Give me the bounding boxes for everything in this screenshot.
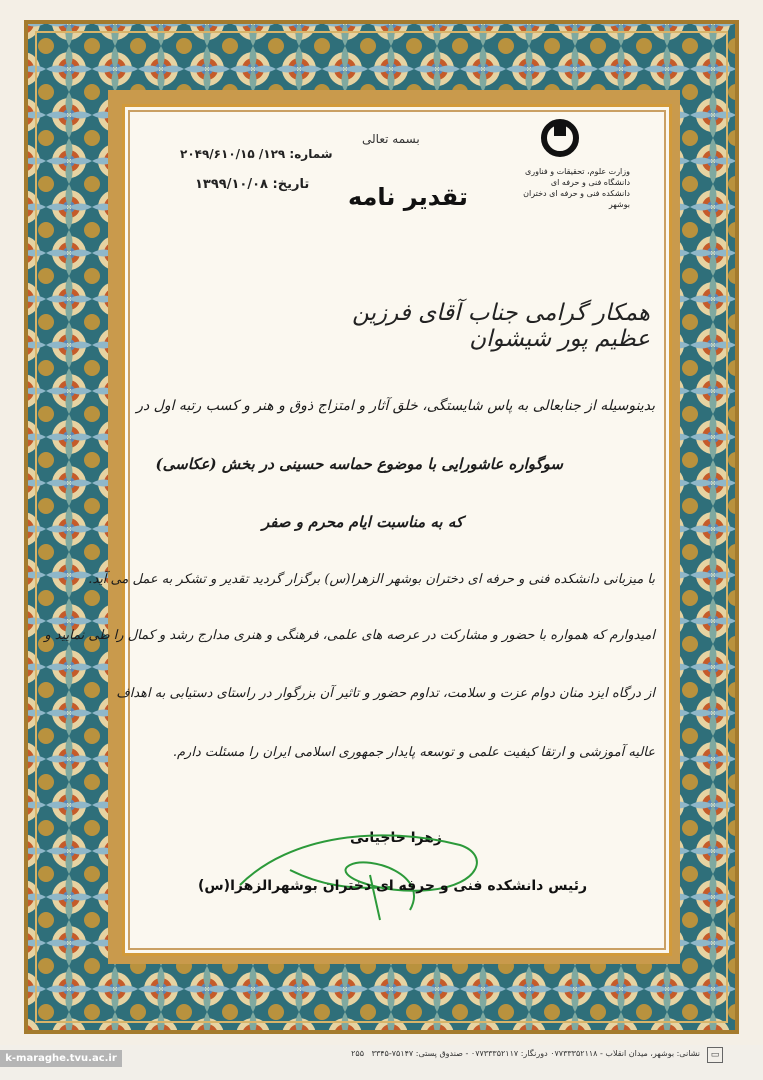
logo-caption <box>520 166 630 210</box>
handwritten-signature <box>230 815 500 925</box>
document-icon: ▭ <box>707 1047 723 1063</box>
signatory-title: رئیس دانشکده فنی و حرفه ای دختران بوشهرالزهرا(س) <box>197 878 588 894</box>
footer-address <box>270 1049 700 1058</box>
signatory-name: زهرا حاجیانی <box>350 830 442 846</box>
logo-line-ministry: وزارت علوم، تحقیقات و فناوری <box>525 167 630 176</box>
body-line-5: امیدوارم که همواره با حضور و مشارکت در عرصه های علمی، فرهنگی و هنری مدارج رشد و کمال را طی نمایید و <box>44 628 655 643</box>
body-line-1: بدینوسیله از جنابعالی به پاس شایستگی، خلق آثار و امتزاج ذوق و هنر و کسب رتبه اول در <box>136 398 655 414</box>
website-watermark: k-maraghe.tvu.ac.ir <box>0 1050 122 1067</box>
footer-address-text: نشانی: بوشهر، میدان انقلاب - ۰۷۷۳۳۳۵۲۱۱۸ دورنگار: ۰۷۷۳۳۳۵۲۱۱۷ - صندوق پستی: ۷۵۱۴۷-۳۳۴۵ <box>371 1049 700 1058</box>
body-line-6: از درگاه ایزد منان دوام عزت و سلامت، تداوم حضور و تاثیر آن بزرگوار در راستای دستیابی به اهداف <box>116 686 655 701</box>
footer-code: ۲۵۵ <box>351 1049 365 1058</box>
body-line-2: سوگواره عاشورایی با موضوع حماسه حسینی در بخش (عکاسی) <box>155 455 563 473</box>
letter-number: شماره: ۱۲۹/ ۲۰۴۹/۶۱۰/۱۵ <box>180 147 333 161</box>
body-line-3: که به مناسبت ایام محرم و صفر <box>261 513 463 531</box>
letter-date: تاریخ: ۱۳۹۹/۱۰/۰۸ <box>195 177 310 192</box>
recipient-line: همکار گرامی جناب آقای فرزین عظیم پور شیشوان <box>352 300 650 352</box>
logo-line-faculty: دانشکده فنی و حرفه ای دختران بوشهر <box>523 189 630 209</box>
bismillah: بسمه تعالی <box>362 132 420 146</box>
university-logo <box>520 118 630 218</box>
logo-line-university: دانشگاه فنی و حرفه ای <box>550 178 630 187</box>
body-line-7: عالیه آموزشی و ارتقا کیفیت علمی و توسعه پایدار جمهوری اسلامی ایران را مسئلت دارم. <box>172 745 655 760</box>
body-line-4: با میزبانی دانشکده فنی و حرفه ای دختران بوشهر الزهرا(س) برگزار گردید تقدیر و تشکر به عمل می آید. <box>88 572 655 587</box>
certificate-title: تقدیر نامه <box>348 183 468 211</box>
tvu-logo-icon <box>540 118 580 162</box>
